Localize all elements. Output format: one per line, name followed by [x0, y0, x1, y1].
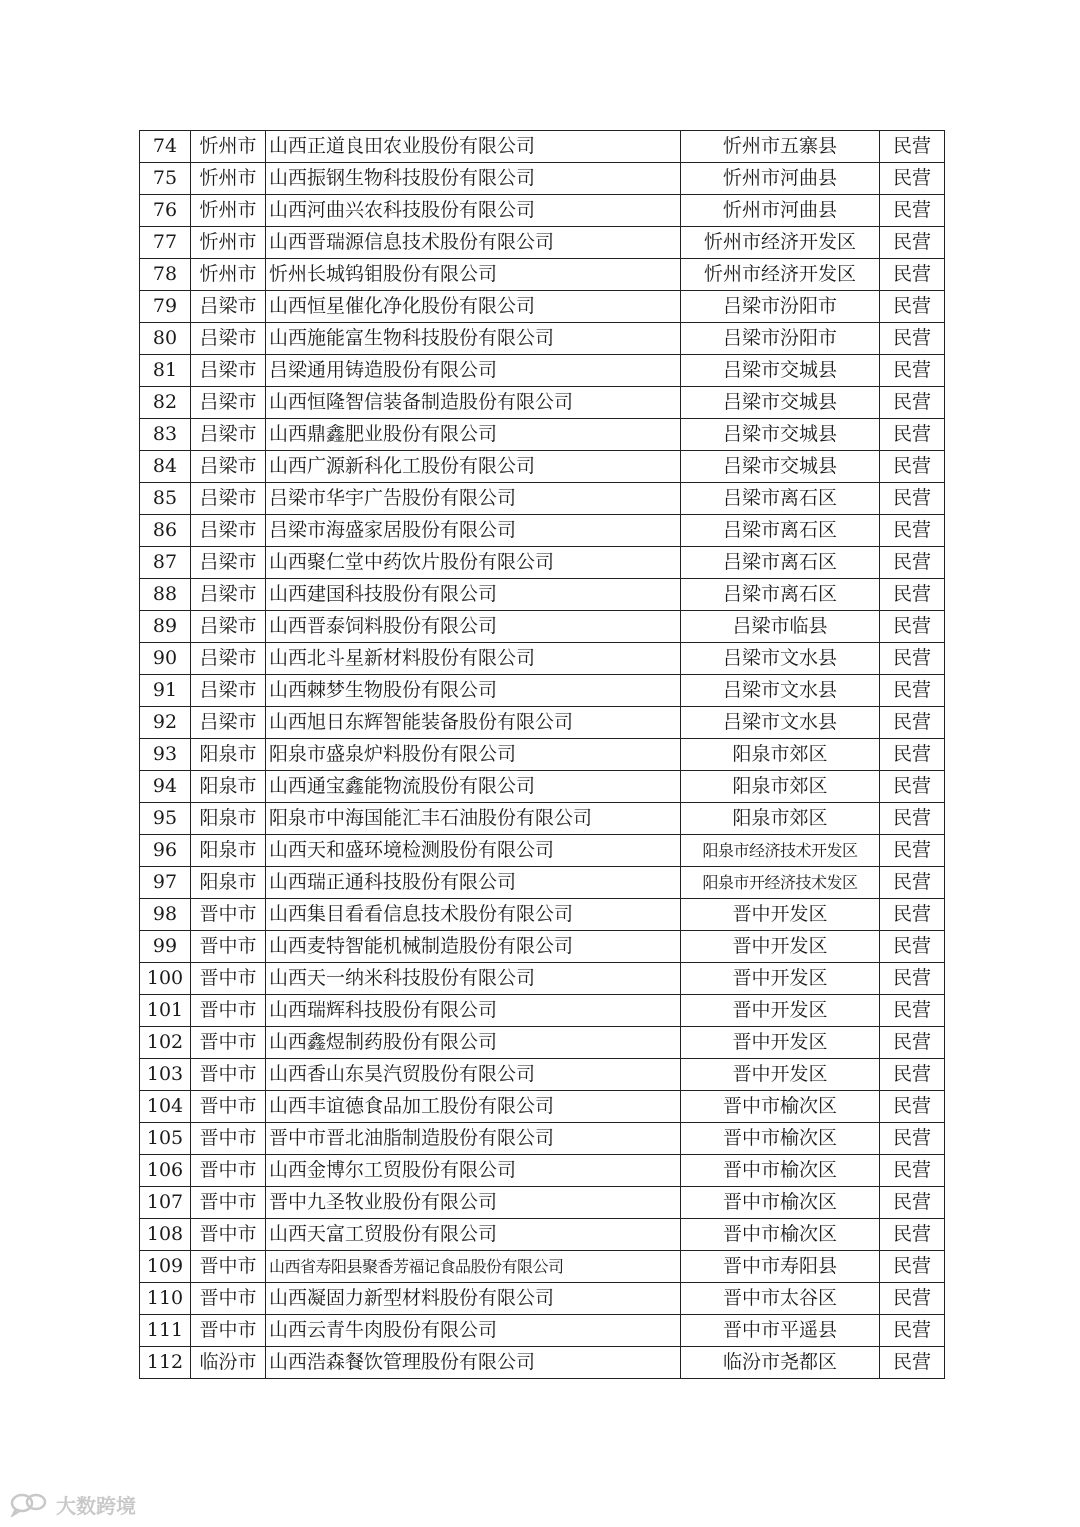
row-number-cell: 77 — [140, 227, 191, 259]
table-row — [140, 643, 945, 675]
location-cell: 晋中市榆次区 — [681, 1091, 880, 1123]
ownership-type-cell: 民营 — [880, 739, 945, 771]
company-name-cell: 吕梁通用铸造股份有限公司 — [266, 355, 681, 387]
ownership-type-cell: 民营 — [880, 419, 945, 451]
row-number-cell: 76 — [140, 195, 191, 227]
watermark-text: 大数跨境 — [56, 1493, 136, 1518]
ownership-type-cell: 民营 — [880, 835, 945, 867]
table-row — [140, 1219, 945, 1251]
city-cell: 晋中市 — [191, 963, 266, 995]
company-name-cell: 山西广源新科化工股份有限公司 — [266, 451, 681, 483]
table-row — [140, 1315, 945, 1347]
location-cell: 阳泉市开经济技术发区 — [681, 867, 880, 899]
table-row — [140, 771, 945, 803]
city-cell: 晋中市 — [191, 995, 266, 1027]
ownership-type-cell: 民营 — [880, 1283, 945, 1315]
location-cell: 晋中市太谷区 — [681, 1283, 880, 1315]
ownership-type-cell: 民营 — [880, 1059, 945, 1091]
company-name-cell: 山西北斗星新材料股份有限公司 — [266, 643, 681, 675]
location-cell: 阳泉市郊区 — [681, 739, 880, 771]
city-cell: 吕梁市 — [191, 547, 266, 579]
table-row — [140, 387, 945, 419]
location-cell: 吕梁市离石区 — [681, 547, 880, 579]
ownership-type-cell: 民营 — [880, 259, 945, 291]
location-cell: 忻州市五寨县 — [681, 131, 880, 163]
row-number-cell: 78 — [140, 259, 191, 291]
row-number-cell: 91 — [140, 675, 191, 707]
ownership-type-cell: 民营 — [880, 195, 945, 227]
row-number-cell: 92 — [140, 707, 191, 739]
company-name-cell: 吕梁市海盛家居股份有限公司 — [266, 515, 681, 547]
location-cell: 晋中开发区 — [681, 963, 880, 995]
location-cell: 吕梁市汾阳市 — [681, 291, 880, 323]
table-body — [140, 131, 945, 1379]
company-name-cell: 晋中九圣牧业股份有限公司 — [266, 1187, 681, 1219]
company-name-cell: 山西聚仁堂中药饮片股份有限公司 — [266, 547, 681, 579]
table-row — [140, 1155, 945, 1187]
city-cell: 临汾市 — [191, 1347, 266, 1379]
location-cell: 晋中开发区 — [681, 1059, 880, 1091]
row-number-cell: 102 — [140, 1027, 191, 1059]
ownership-type-cell: 民营 — [880, 803, 945, 835]
city-cell: 晋中市 — [191, 1123, 266, 1155]
ownership-type-cell: 民营 — [880, 323, 945, 355]
table-row — [140, 899, 945, 931]
company-name-cell: 山西恒隆智信装备制造股份有限公司 — [266, 387, 681, 419]
company-name-cell: 山西晋瑞源信息技术股份有限公司 — [266, 227, 681, 259]
ownership-type-cell: 民营 — [880, 1155, 945, 1187]
row-number-cell: 82 — [140, 387, 191, 419]
company-name-cell: 山西施能富生物科技股份有限公司 — [266, 323, 681, 355]
company-name-cell: 山西丰谊德食品加工股份有限公司 — [266, 1091, 681, 1123]
company-name-cell: 山西鼎鑫肥业股份有限公司 — [266, 419, 681, 451]
city-cell: 吕梁市 — [191, 483, 266, 515]
city-cell: 晋中市 — [191, 1059, 266, 1091]
city-cell: 晋中市 — [191, 1283, 266, 1315]
table-row — [140, 131, 945, 163]
row-number-cell: 88 — [140, 579, 191, 611]
table-row — [140, 1027, 945, 1059]
location-cell: 吕梁市文水县 — [681, 707, 880, 739]
city-cell: 忻州市 — [191, 195, 266, 227]
ownership-type-cell: 民营 — [880, 1091, 945, 1123]
location-cell: 阳泉市郊区 — [681, 771, 880, 803]
row-number-cell: 83 — [140, 419, 191, 451]
company-name-cell: 山西省寿阳县聚香芳福记食品股份有限公司 — [266, 1251, 681, 1283]
location-cell: 阳泉市郊区 — [681, 803, 880, 835]
company-name-cell: 阳泉市盛泉炉料股份有限公司 — [266, 739, 681, 771]
row-number-cell: 80 — [140, 323, 191, 355]
company-name-cell: 山西通宝鑫能物流股份有限公司 — [266, 771, 681, 803]
table-row — [140, 291, 945, 323]
location-cell: 晋中市榆次区 — [681, 1155, 880, 1187]
location-cell: 吕梁市交城县 — [681, 387, 880, 419]
location-cell: 忻州市河曲县 — [681, 163, 880, 195]
table-row — [140, 1251, 945, 1283]
table-row — [140, 355, 945, 387]
location-cell: 晋中开发区 — [681, 899, 880, 931]
location-cell: 晋中市平遥县 — [681, 1315, 880, 1347]
row-number-cell: 98 — [140, 899, 191, 931]
table-row — [140, 579, 945, 611]
city-cell: 吕梁市 — [191, 675, 266, 707]
company-name-cell: 山西浩森餐饮管理股份有限公司 — [266, 1347, 681, 1379]
row-number-cell: 79 — [140, 291, 191, 323]
city-cell: 阳泉市 — [191, 739, 266, 771]
chat-bubbles-logo-icon — [10, 1491, 50, 1517]
city-cell: 晋中市 — [191, 1091, 266, 1123]
city-cell: 晋中市 — [191, 1315, 266, 1347]
table-row — [140, 835, 945, 867]
row-number-cell: 89 — [140, 611, 191, 643]
company-name-cell: 山西金博尔工贸股份有限公司 — [266, 1155, 681, 1187]
city-cell: 吕梁市 — [191, 515, 266, 547]
row-number-cell: 109 — [140, 1251, 191, 1283]
city-cell: 晋中市 — [191, 1027, 266, 1059]
table-row — [140, 611, 945, 643]
company-name-cell: 山西凝固力新型材料股份有限公司 — [266, 1283, 681, 1315]
table-row — [140, 739, 945, 771]
row-number-cell: 99 — [140, 931, 191, 963]
ownership-type-cell: 民营 — [880, 707, 945, 739]
table-row — [140, 419, 945, 451]
ownership-type-cell: 民营 — [880, 515, 945, 547]
row-number-cell: 101 — [140, 995, 191, 1027]
location-cell: 吕梁市离石区 — [681, 579, 880, 611]
company-name-cell: 阳泉市中海国能汇丰石油股份有限公司 — [266, 803, 681, 835]
table-row — [140, 867, 945, 899]
company-name-cell: 山西天和盛环境检测股份有限公司 — [266, 835, 681, 867]
row-number-cell: 81 — [140, 355, 191, 387]
row-number-cell: 106 — [140, 1155, 191, 1187]
table-row — [140, 995, 945, 1027]
table-row — [140, 707, 945, 739]
row-number-cell: 110 — [140, 1283, 191, 1315]
location-cell: 晋中市寿阳县 — [681, 1251, 880, 1283]
ownership-type-cell: 民营 — [880, 387, 945, 419]
city-cell: 晋中市 — [191, 1251, 266, 1283]
company-name-cell: 山西天富工贸股份有限公司 — [266, 1219, 681, 1251]
location-cell: 吕梁市交城县 — [681, 419, 880, 451]
ownership-type-cell: 民营 — [880, 1315, 945, 1347]
table-row — [140, 259, 945, 291]
row-number-cell: 85 — [140, 483, 191, 515]
table-row — [140, 195, 945, 227]
location-cell: 忻州市经济开发区 — [681, 227, 880, 259]
location-cell: 吕梁市离石区 — [681, 483, 880, 515]
city-cell: 吕梁市 — [191, 451, 266, 483]
ownership-type-cell: 民营 — [880, 451, 945, 483]
ownership-type-cell: 民营 — [880, 1251, 945, 1283]
ownership-type-cell: 民营 — [880, 899, 945, 931]
city-cell: 吕梁市 — [191, 707, 266, 739]
company-name-cell: 山西天一纳米科技股份有限公司 — [266, 963, 681, 995]
row-number-cell: 75 — [140, 163, 191, 195]
location-cell: 晋中市榆次区 — [681, 1219, 880, 1251]
company-name-cell: 山西瑞辉科技股份有限公司 — [266, 995, 681, 1027]
table-row — [140, 803, 945, 835]
city-cell: 阳泉市 — [191, 867, 266, 899]
company-name-cell: 山西瑞正通科技股份有限公司 — [266, 867, 681, 899]
row-number-cell: 94 — [140, 771, 191, 803]
company-name-cell: 吕梁市华宇广告股份有限公司 — [266, 483, 681, 515]
table-row — [140, 483, 945, 515]
ownership-type-cell: 民营 — [880, 355, 945, 387]
table-row — [140, 515, 945, 547]
city-cell: 忻州市 — [191, 227, 266, 259]
company-name-cell: 山西河曲兴农科技股份有限公司 — [266, 195, 681, 227]
city-cell: 吕梁市 — [191, 611, 266, 643]
row-number-cell: 105 — [140, 1123, 191, 1155]
table-row — [140, 675, 945, 707]
city-cell: 吕梁市 — [191, 355, 266, 387]
location-cell: 忻州市河曲县 — [681, 195, 880, 227]
ownership-type-cell: 民营 — [880, 131, 945, 163]
ownership-type-cell: 民营 — [880, 995, 945, 1027]
location-cell: 吕梁市临县 — [681, 611, 880, 643]
row-number-cell: 97 — [140, 867, 191, 899]
ownership-type-cell: 民营 — [880, 867, 945, 899]
location-cell: 晋中开发区 — [681, 1027, 880, 1059]
table-row — [140, 1091, 945, 1123]
row-number-cell: 112 — [140, 1347, 191, 1379]
city-cell: 阳泉市 — [191, 835, 266, 867]
table-row — [140, 1347, 945, 1379]
table-row — [140, 163, 945, 195]
row-number-cell: 86 — [140, 515, 191, 547]
ownership-type-cell: 民营 — [880, 547, 945, 579]
company-name-cell: 山西振钢生物科技股份有限公司 — [266, 163, 681, 195]
city-cell: 晋中市 — [191, 1219, 266, 1251]
row-number-cell: 90 — [140, 643, 191, 675]
row-number-cell: 74 — [140, 131, 191, 163]
company-name-cell: 山西麦特智能机械制造股份有限公司 — [266, 931, 681, 963]
ownership-type-cell: 民营 — [880, 291, 945, 323]
table-row — [140, 1123, 945, 1155]
ownership-type-cell: 民营 — [880, 611, 945, 643]
company-name-cell: 山西旭日东辉智能装备股份有限公司 — [266, 707, 681, 739]
table-row — [140, 963, 945, 995]
ownership-type-cell: 民营 — [880, 643, 945, 675]
city-cell: 忻州市 — [191, 163, 266, 195]
ownership-type-cell: 民营 — [880, 1187, 945, 1219]
city-cell: 忻州市 — [191, 131, 266, 163]
row-number-cell: 103 — [140, 1059, 191, 1091]
company-name-cell: 山西建国科技股份有限公司 — [266, 579, 681, 611]
table-row — [140, 1283, 945, 1315]
location-cell: 吕梁市交城县 — [681, 451, 880, 483]
ownership-type-cell: 民营 — [880, 963, 945, 995]
location-cell: 临汾市尧都区 — [681, 1347, 880, 1379]
ownership-type-cell: 民营 — [880, 771, 945, 803]
company-name-cell: 山西集目看看信息技术股份有限公司 — [266, 899, 681, 931]
row-number-cell: 87 — [140, 547, 191, 579]
company-name-cell: 忻州长城钨钼股份有限公司 — [266, 259, 681, 291]
city-cell: 吕梁市 — [191, 643, 266, 675]
row-number-cell: 111 — [140, 1315, 191, 1347]
location-cell: 阳泉市经济技术开发区 — [681, 835, 880, 867]
location-cell: 晋中市榆次区 — [681, 1123, 880, 1155]
city-cell: 忻州市 — [191, 259, 266, 291]
row-number-cell: 108 — [140, 1219, 191, 1251]
location-cell: 晋中开发区 — [681, 995, 880, 1027]
city-cell: 晋中市 — [191, 931, 266, 963]
location-cell: 忻州市经济开发区 — [681, 259, 880, 291]
city-cell: 晋中市 — [191, 899, 266, 931]
watermark — [10, 1490, 136, 1518]
location-cell: 吕梁市交城县 — [681, 355, 880, 387]
table-row — [140, 931, 945, 963]
location-cell: 吕梁市文水县 — [681, 675, 880, 707]
ownership-type-cell: 民营 — [880, 483, 945, 515]
location-cell: 吕梁市文水县 — [681, 643, 880, 675]
location-cell: 晋中开发区 — [681, 931, 880, 963]
city-cell: 阳泉市 — [191, 771, 266, 803]
ownership-type-cell: 民营 — [880, 675, 945, 707]
city-cell: 吕梁市 — [191, 579, 266, 611]
location-cell: 晋中市榆次区 — [681, 1187, 880, 1219]
ownership-type-cell: 民营 — [880, 1123, 945, 1155]
company-name-cell: 晋中市晋北油脂制造股份有限公司 — [266, 1123, 681, 1155]
table-row — [140, 227, 945, 259]
row-number-cell: 93 — [140, 739, 191, 771]
ownership-type-cell: 民营 — [880, 1347, 945, 1379]
table-row — [140, 547, 945, 579]
row-number-cell: 84 — [140, 451, 191, 483]
row-number-cell: 107 — [140, 1187, 191, 1219]
company-name-cell: 山西云青牛肉股份有限公司 — [266, 1315, 681, 1347]
ownership-type-cell: 民营 — [880, 227, 945, 259]
ownership-type-cell: 民营 — [880, 1027, 945, 1059]
row-number-cell: 95 — [140, 803, 191, 835]
company-name-cell: 山西鑫煜制药股份有限公司 — [266, 1027, 681, 1059]
ownership-type-cell: 民营 — [880, 163, 945, 195]
ownership-type-cell: 民营 — [880, 579, 945, 611]
city-cell: 吕梁市 — [191, 419, 266, 451]
city-cell: 吕梁市 — [191, 291, 266, 323]
location-cell: 吕梁市离石区 — [681, 515, 880, 547]
city-cell: 吕梁市 — [191, 323, 266, 355]
table-row — [140, 1059, 945, 1091]
company-name-cell: 山西恒星催化净化股份有限公司 — [266, 291, 681, 323]
table-row — [140, 1187, 945, 1219]
city-cell: 晋中市 — [191, 1155, 266, 1187]
company-name-cell: 山西棘梦生物股份有限公司 — [266, 675, 681, 707]
table-row — [140, 323, 945, 355]
ownership-type-cell: 民营 — [880, 931, 945, 963]
company-name-cell: 山西香山东昊汽贸股份有限公司 — [266, 1059, 681, 1091]
row-number-cell: 100 — [140, 963, 191, 995]
company-table — [139, 130, 945, 1379]
row-number-cell: 104 — [140, 1091, 191, 1123]
city-cell: 阳泉市 — [191, 803, 266, 835]
row-number-cell: 96 — [140, 835, 191, 867]
city-cell: 晋中市 — [191, 1187, 266, 1219]
city-cell: 吕梁市 — [191, 387, 266, 419]
company-name-cell: 山西正道良田农业股份有限公司 — [266, 131, 681, 163]
ownership-type-cell: 民营 — [880, 1219, 945, 1251]
location-cell: 吕梁市汾阳市 — [681, 323, 880, 355]
table-row — [140, 451, 945, 483]
company-name-cell: 山西晋泰饲料股份有限公司 — [266, 611, 681, 643]
